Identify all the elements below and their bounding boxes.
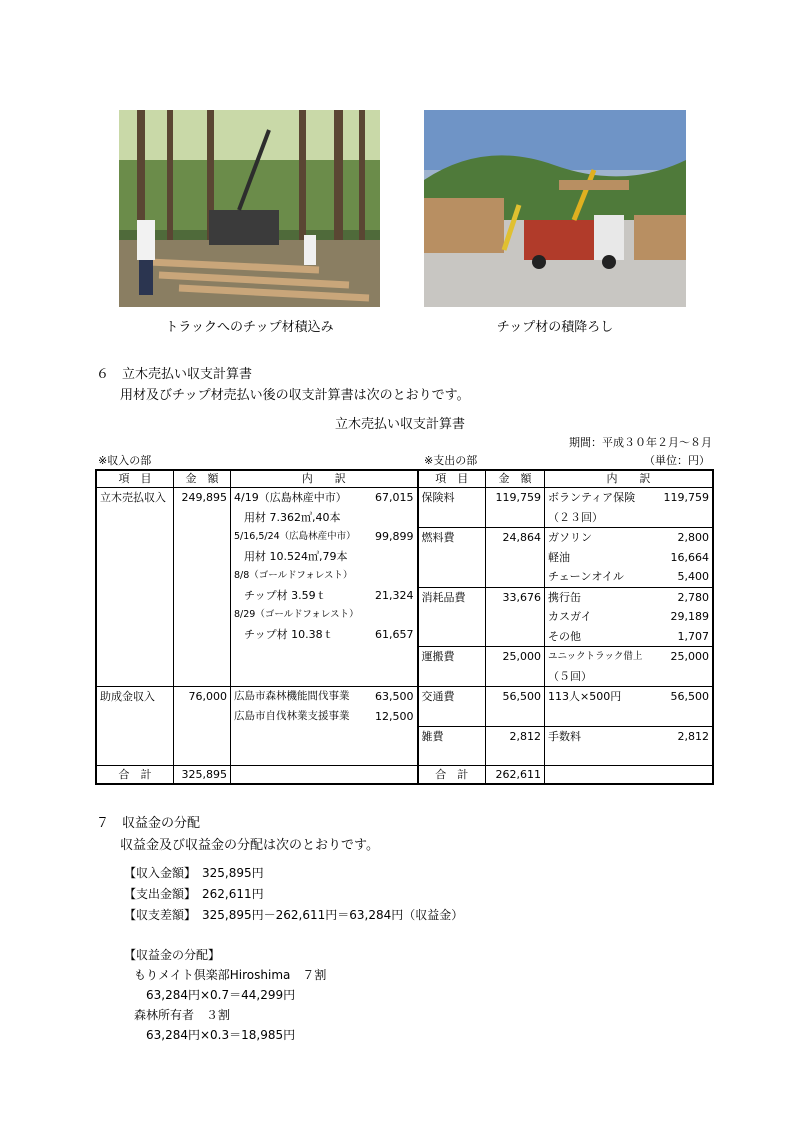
header-expense-item: 項 目 — [418, 471, 486, 488]
distribution-heading: 【収益金の分配】 — [124, 948, 221, 962]
expense-amount-fuel: 24,864 — [486, 528, 545, 588]
expense-detail-fuel: ガソリン 2,800 軽油 16,664 チェーンオイル 5,400 — [545, 528, 713, 588]
header-expense-detail: 内 訳 — [545, 471, 713, 488]
income-detail-timber: 4/19（広島林産中市） 67,015 用材 7.362㎥,40本 5/16,5/24（広島林産中市） 99,899 用材 10.524㎥,79本 8/8（ゴールドフォレスト） チップ材 3.59ｔ 21,324 8/29（ゴールドフォレスト） チップ材 10.38ｔ 61,657 — [231, 488, 418, 687]
table-row — [97, 687, 713, 727]
expense-item-supplies: 消耗品費 — [418, 587, 486, 647]
expense-section-label: ※支出の部 — [424, 454, 478, 467]
expense-item-insurance: 保険料 — [418, 488, 486, 528]
expense-amount-transport: 25,000 — [486, 647, 545, 687]
table-header-row — [97, 471, 713, 488]
expense-item-fuel: 燃料費 — [418, 528, 486, 588]
income-item-subsidy: 助成金収入 — [97, 687, 174, 766]
expense-detail-travel: 113人×500円 56,500 — [545, 687, 713, 727]
expense-detail-supplies: 携行缶 2,780 カスガイ 29,189 その他 1,707 — [545, 587, 713, 647]
income-amount-subsidy: 76,000 — [174, 687, 231, 766]
expense-detail-insurance: ボランティア保険 119,759 （２３回） — [545, 488, 713, 528]
table-title: 立木売払い収支計算書 — [334, 417, 465, 432]
distribution-party-2: 森林所有者 ３割 — [134, 1008, 231, 1022]
income-total-label: 合 計 — [97, 766, 174, 784]
photo-caption-1: トラックへのチップ材積込み — [165, 320, 334, 335]
distribution-calc-1: 63,284円×0.7＝44,299円 — [146, 988, 296, 1002]
expense-total-amount: 262,611 — [486, 766, 545, 784]
section-7-heading: ７ 収益金の分配 — [96, 816, 201, 831]
header-expense-amount: 金 額 — [486, 471, 545, 488]
income-detail-subsidy: 広島市森林機能間伐事業 63,500 広島市自伐林業支援事業 12,500 — [231, 687, 418, 766]
income-item-timber: 立木売払収入 — [97, 488, 174, 687]
distribution-calc-2: 63,284円×0.3＝18,985円 — [146, 1028, 296, 1042]
expense-detail-transport: ユニックトラック借上 25,000 （５回） — [545, 647, 713, 687]
photo-chip-unloading — [424, 110, 686, 307]
table-row — [97, 488, 713, 528]
income-expense-table — [96, 470, 713, 784]
distribution-party-1: もりメイト倶楽部Hiroshima ７割 — [134, 968, 327, 982]
photo-caption-2: チップ材の積降ろし — [496, 320, 614, 335]
income-amount-timber: 249,895 — [174, 488, 231, 687]
table-total-row — [97, 766, 713, 784]
section-7-intro: 収益金及び収益金の分配は次のとおりです。 — [120, 838, 379, 853]
header-income-item: 項 目 — [97, 471, 174, 488]
income-section-label: ※収入の部 — [98, 454, 152, 467]
income-total-amount: 325,895 — [174, 766, 231, 784]
expense-item-travel: 交通費 — [418, 687, 486, 727]
header-income-amount: 金 額 — [174, 471, 231, 488]
balance-line: 【収支差額】 325,895円－262,611円＝63,284円（収益金） — [124, 908, 464, 922]
header-income-detail: 内 訳 — [231, 471, 418, 488]
expense-amount-misc: 2,812 — [486, 726, 545, 766]
photo-chip-loading — [119, 110, 380, 307]
section-6-intro: 用材及びチップ材売払い後の収支計算書は次のとおりです。 — [120, 388, 470, 403]
income-amount-line: 【収入金額】 325,895円 — [124, 866, 264, 880]
expense-amount-travel: 56,500 — [486, 687, 545, 727]
expense-detail-misc: 手数料 2,812 — [545, 726, 713, 766]
unit-label: （単位：円） — [644, 454, 710, 467]
section-6-heading: ６ 立木売払い収支計算書 — [96, 367, 253, 382]
expense-amount-insurance: 119,759 — [486, 488, 545, 528]
expense-amount-supplies: 33,676 — [486, 587, 545, 647]
expense-item-transport: 運搬費 — [418, 647, 486, 687]
expense-amount-line: 【支出金額】 262,611円 — [124, 887, 264, 901]
period-label: 期間：平成３０年２月～８月 — [569, 436, 712, 449]
expense-total-label: 合 計 — [418, 766, 486, 784]
expense-item-misc: 雑費 — [418, 726, 486, 766]
